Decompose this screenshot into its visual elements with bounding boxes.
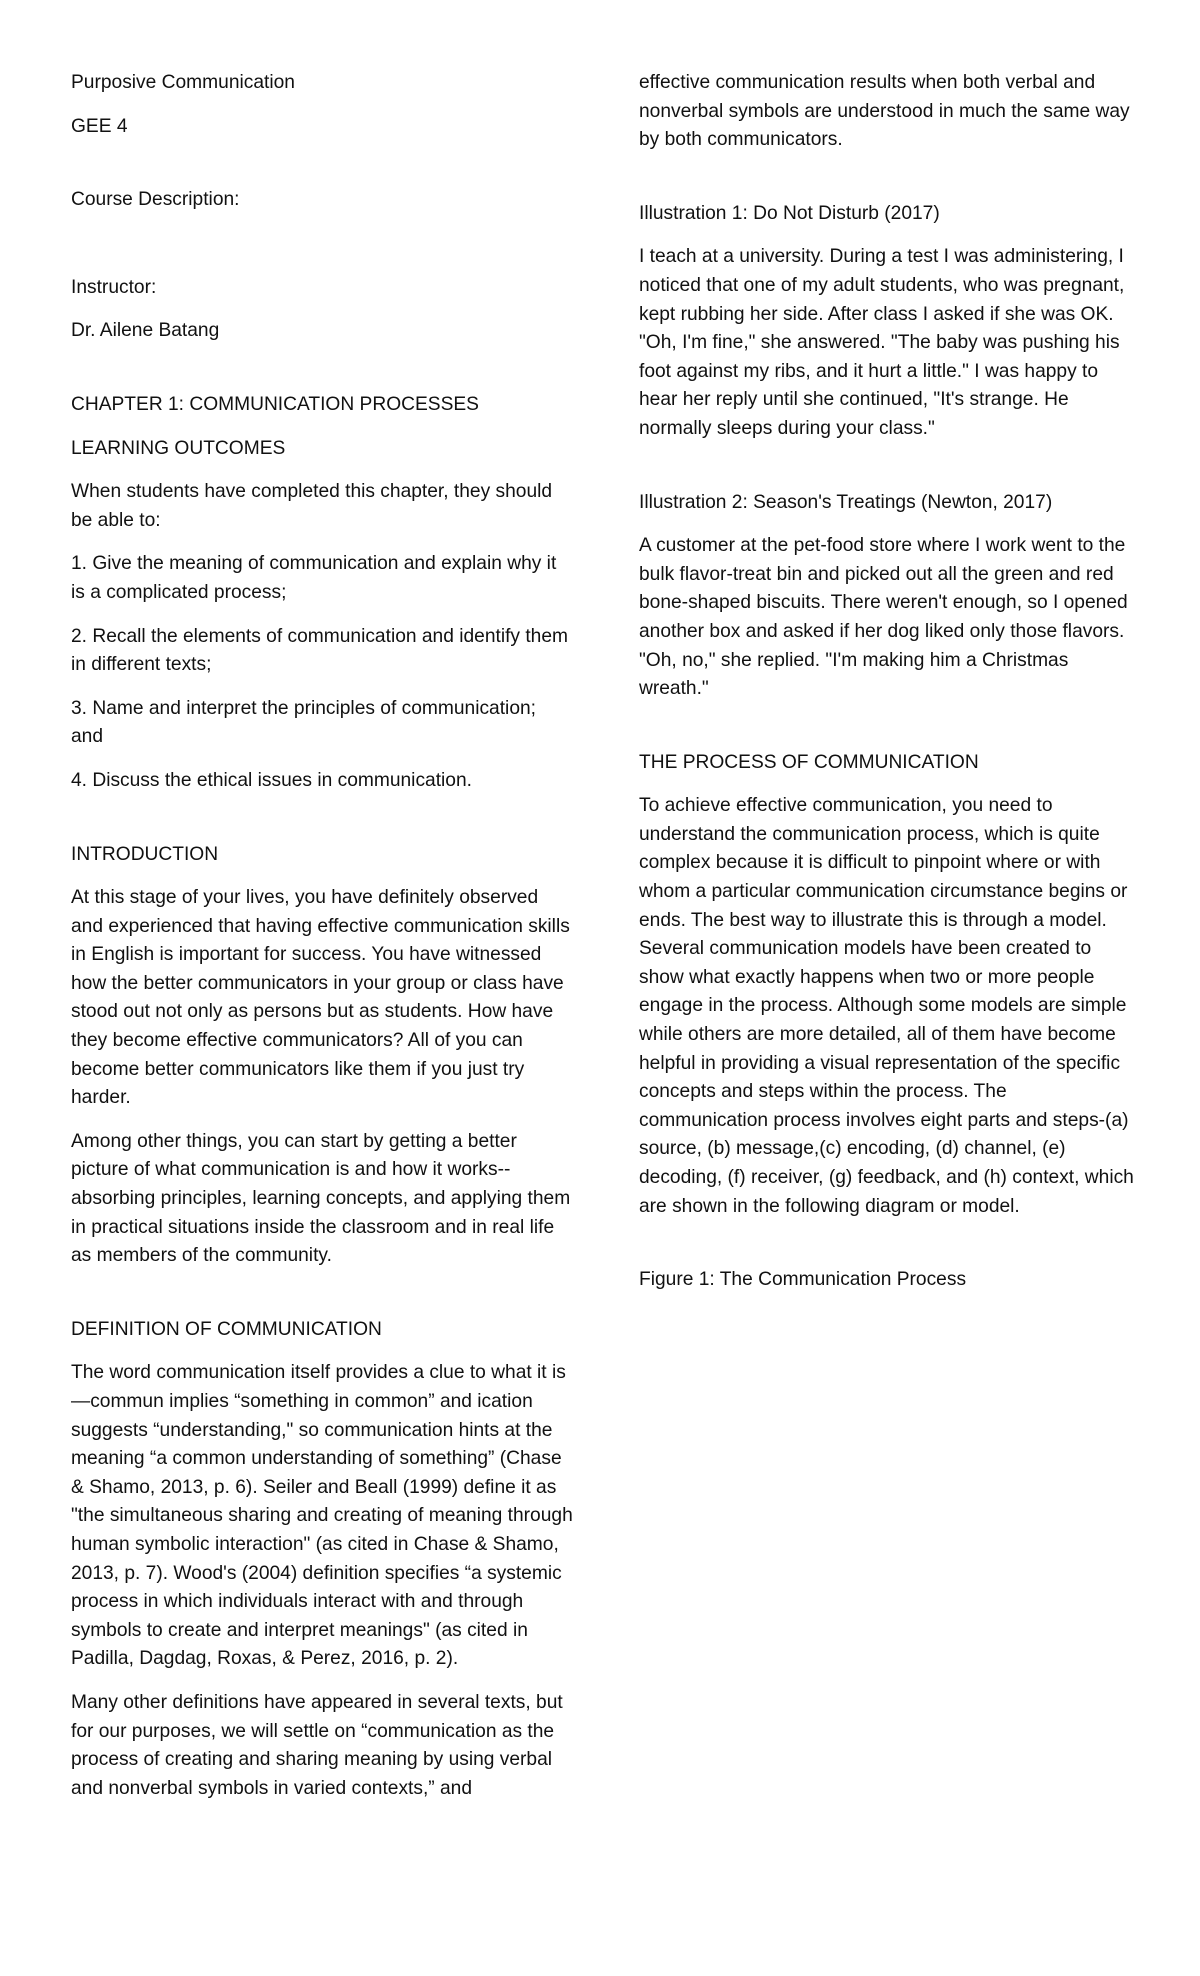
outcome-item: 3. Name and interpret the principles of communication; and xyxy=(71,697,536,748)
outcome-item: 2. Recall the elements of communication and identify them in different texts; xyxy=(71,625,569,676)
course-description-label: Course Description: xyxy=(71,189,240,211)
outcome-item: 4. Discuss the ethical issues in communication. xyxy=(71,769,472,791)
chapter-title: CHAPTER 1: COMMUNICATION PROCESSES xyxy=(71,393,479,415)
instructor-name: Dr. Ailene Batang xyxy=(71,320,220,342)
process-paragraph: To achieve effective communication, you need to understand the communication process, which is quite complex because it is difficult to pinpoint where or with whom a particular communication circumstance begins or ends. The best way to illustrate this is through a model. Several communication models have been created to show what exactly happens when two or more people engage in the process. Although some models are simple while others are more detailed, all of them have become helpful in providing a visual representation of the specific concepts and steps within the process. The communication process involves eight parts and steps-(a) source, (b) message,(c) encoding, (d) channel, (e) decoding, (f) receiver, (g) feedback, and (h) context, which are shown in the following diagram or model. xyxy=(639,795,1134,1217)
outcome-item: 1. Give the meaning of communication and explain why it is a complicated process; xyxy=(71,553,557,603)
left-column xyxy=(71,69,573,1818)
outcomes-heading: LEARNING OUTCOMES xyxy=(71,437,286,459)
instructor-label: Instructor: xyxy=(71,276,157,298)
definition-paragraph-2: Many other definitions have appeared in several texts, but for our purposes, we will settle on “communication as the process of creating and sharing meaning by using verbal and nonverbal symbols in varied contexts,” and xyxy=(71,1691,563,1799)
figure-caption: Figure 1: The Communication Process xyxy=(639,1269,967,1291)
illustration-1-title: Illustration 1: Do Not Disturb (2017) xyxy=(639,202,940,224)
illustration-1-text: I teach at a university. During a test I was administering, I noticed that one of my adult students, who was pregnant, kept rubbing her side. After class I asked if she was OK. "Oh, I'm fine," she answered. "The baby was pushing his foot against my ribs, and it hurt a little." I was happy to hear her reply until she continued, "It's strange. He normally sleeps during your class." xyxy=(639,246,1125,439)
course-title: Purposive Communication xyxy=(71,72,295,93)
introduction-heading: INTRODUCTION xyxy=(71,843,219,865)
introduction-paragraph-1: At this stage of your lives, you have definitely observed and experienced that having effective communication skills in English is important for success. You have witnessed how the better communicators in your group or class have stood out not only as persons but as students. How have they become effective communicators? All of you can become better communicators like them if you just try harder. xyxy=(71,887,570,1109)
continuation-paragraph: effective communication results when both verbal and nonverbal symbols are understood in much the same way by both communicators. xyxy=(639,72,1130,151)
course-code: GEE 4 xyxy=(71,115,128,137)
definition-paragraph-1: The word communication itself provides a clue to what it is—commun implies “something in common” and ication suggests “understanding," so communication hints at the meaning “a common understanding of something” (Chase & Shamo, 2013, p. 6). Seiler and Beall (1999) define it as "the simultaneous sharing and creating of meaning through human symbolic interaction" (as cited in Chase & Shamo, 2013, p. 7). Wood's (2004) definition specifies “a systemic process in which individuals interact with and through symbols to create and interpret meanings" (as cited in Padilla, Dagdag, Roxas, & Perez, 2016, p. 2). xyxy=(71,1362,573,1670)
illustration-2-title: Illustration 2: Season's Treatings (Newton, 2017) xyxy=(639,491,1053,513)
right-column xyxy=(639,69,1139,1310)
process-heading: THE PROCESS OF COMMUNICATION xyxy=(639,751,979,773)
introduction-paragraph-2: Among other things, you can start by getting a better picture of what communication is and how it works--absorbing principles, learning concepts, and applying them in practical situations inside the classroom and in real life as members of the community. xyxy=(71,1130,571,1267)
definition-heading: DEFINITION OF COMMUNICATION xyxy=(71,1318,382,1340)
illustration-2-text: A customer at the pet-food store where I work went to the bulk flavor-treat bin and picked out all the green and red bone-shaped biscuits. There weren't enough, so I opened another box and asked if her dog liked only those flavors. "Oh, no," she replied. "I'm making him a Christmas wreath." xyxy=(639,535,1128,700)
outcomes-intro: When students have completed this chapter, they should be able to: xyxy=(71,481,553,531)
